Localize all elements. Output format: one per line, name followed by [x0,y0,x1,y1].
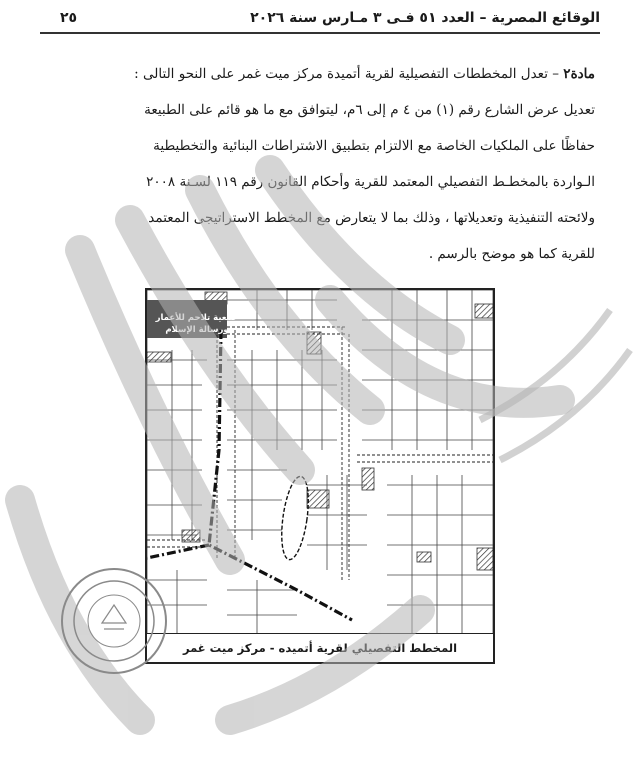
article-label: مادة٢ [563,66,595,82]
article-heading-text: – تعدل المخططات التفصيلية لقرية أتميدة مركز ميت غمر على النحو التالى : [134,66,564,82]
map-caption: المخطط التفصيلي لقرية أتميده - مركز ميت غمر [147,633,493,662]
page-number: ٢٥ [60,10,78,26]
article-body [40,56,595,272]
header-title: الوقائع المصرية – العدد ٥١ فـى ٣ مـارس سنة ٢٠٢٦ [250,10,600,26]
main-street [147,330,352,620]
article-line: ولائحته التنفيذية وتعديلاتها ، وذلك بما لا يتعارض مع المخطط الاستراتيجى المعتمد [148,210,595,226]
mosque-label: جمعية تلاحم للأعمار ورسالة الإسلام [155,313,239,335]
plan-map [145,288,495,664]
official-seal [58,565,170,677]
header-rule [40,32,600,34]
article-line: تعديل عرض الشارع رقم (١) من ٤ م إلى ٦م، ليتوافق مع ما هو قائم على الطبيعة [144,102,595,118]
plan-drawing [147,290,493,634]
article-line: للقرية كما هو موضح بالرسم . [428,246,595,262]
article-line: الـواردة بالمخطـط التفصيلي المعتمد للقرية وأحكام القانون رقم ١١٩ لسـنة ٢٠٠٨ [146,174,595,190]
article-line: حفاظًا على الملكيات الخاصة مع الالتزام بتطبيق الاشتراطات البنائية والتخطيطية [153,138,595,154]
page-header [40,6,600,32]
modified-street [277,475,312,562]
article-heading [40,56,595,92]
